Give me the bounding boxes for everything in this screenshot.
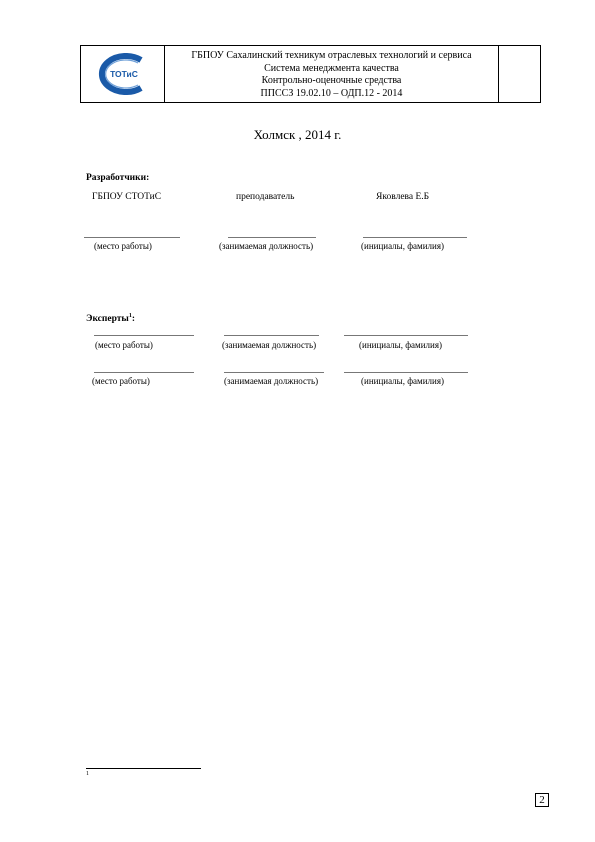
developer-position: преподаватель (236, 192, 295, 202)
city-year: Холмск , 2014 г. (253, 127, 342, 142)
developer-name: Яковлева Е.Б (376, 192, 430, 202)
document-header-table (80, 45, 541, 103)
expert2-position-caption: (занимаемая должность) (224, 376, 319, 386)
expert2-position-line (224, 372, 324, 373)
header-institution: ГБПОУ Сахалинский техникум отраслевых технологий и сервиса (191, 50, 472, 61)
header-system: Система менеджмента качества (264, 62, 399, 74)
developer-workplace-caption: (место работы) (94, 241, 152, 251)
expert2-name-line (344, 372, 468, 373)
page-number: 2 (535, 793, 549, 807)
experts-footnote-ref: 1 (128, 313, 132, 319)
expert1-workplace-caption: (место работы) (95, 340, 153, 350)
developer-position-caption: (занимаемая должность) (219, 241, 314, 251)
header-empty-cell (499, 46, 540, 102)
expert2-name-caption: (инициалы, фамилия) (361, 376, 444, 386)
footnote-separator (86, 768, 201, 769)
experts-title-text: Эксперты (86, 314, 129, 325)
footnote-mark: 1 (86, 771, 89, 777)
expert1-workplace-line (94, 335, 194, 336)
expert2-workplace-line (94, 372, 194, 373)
expert1-name-caption: (инициалы, фамилия) (359, 340, 442, 350)
developer-workplace-line (84, 237, 180, 238)
developers-title: Разработчики: (86, 173, 150, 183)
header-doc-type: Контрольно-оценочные средства (261, 75, 402, 86)
experts-title-suffix: : (131, 314, 136, 325)
experts-title (86, 313, 135, 324)
developer-name-caption: (инициалы, фамилия) (361, 241, 444, 251)
expert1-name-line (344, 335, 468, 336)
logo-cell (81, 46, 165, 102)
expert2-workplace-caption: (место работы) (92, 376, 150, 386)
header-doc-code: ППССЗ 19.02.10 – ОДП.12 - 2014 (260, 87, 403, 99)
expert1-position-line (224, 335, 319, 336)
expert1-position-caption: (занимаемая должность) (222, 340, 317, 350)
logo-text: ТОТиС (110, 69, 138, 79)
college-logo (81, 46, 165, 102)
header-text-cell (165, 46, 499, 102)
developer-workplace: ГБПОУ СТОТиС (92, 192, 162, 202)
developer-name-line (363, 237, 467, 238)
developer-position-line (228, 237, 316, 238)
